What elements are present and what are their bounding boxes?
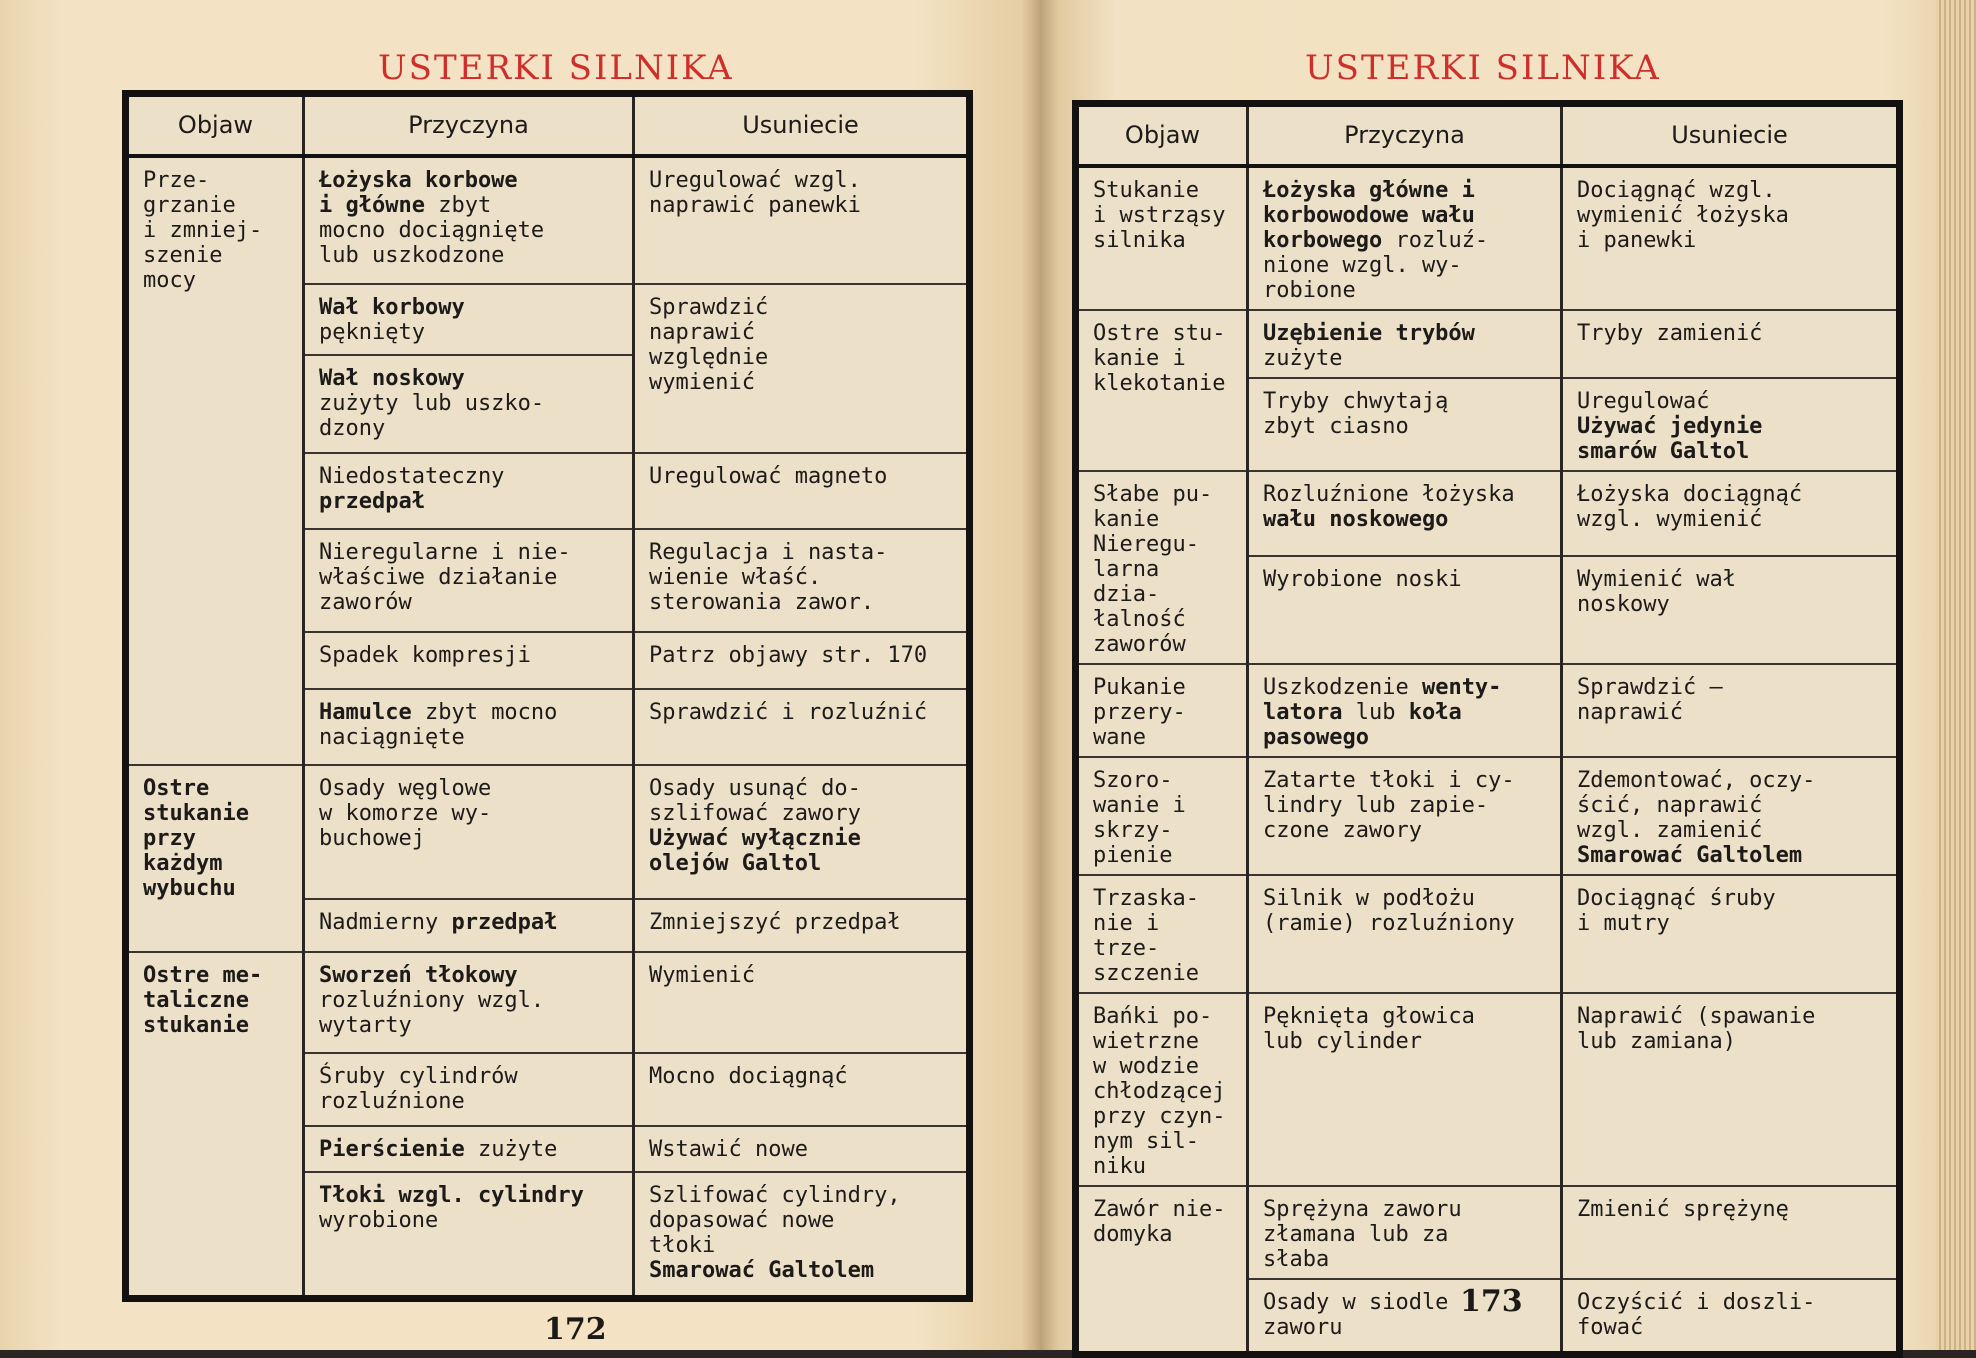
- symptom-cell: Ostre stu- kanie i klekotanie: [1076, 310, 1248, 471]
- symptom-bold: Ostre stukanie przy każdym wybuchu: [143, 775, 249, 901]
- cause-text: zużyte: [1263, 345, 1343, 371]
- page-number: 172: [544, 1312, 607, 1347]
- column-header-objaw: Objaw: [1076, 104, 1248, 166]
- symptom-bold: Ostre me- taliczne stukanie: [143, 962, 263, 1038]
- cause-cell: Osady węglowe w komorze wy- buchowej: [304, 765, 634, 900]
- symptom-cell: Prze- grzanie i zmniej- szenie mocy: [126, 156, 304, 765]
- cause-text: Rozluźnione łożyska: [1263, 481, 1515, 507]
- fix-cell: Sprawdzić i rozluźnić: [634, 689, 970, 765]
- symptom-cell: Pukanie przery- wane: [1076, 664, 1248, 757]
- symptom-cell: [126, 765, 304, 952]
- cause-cell: Zatarte tłoki i cy- lindry lub zapie- czone zawory: [1248, 757, 1562, 875]
- cause-bold: Tłoki wzgl. cylindry: [319, 1182, 584, 1208]
- cause-cell: Silnik w podłożu (ramie) rozluźniony: [1248, 875, 1562, 993]
- fix-cell: Łożyska dociągnąć wzgl. wymienić: [1562, 471, 1900, 557]
- cause-bold: wenty- latora: [1263, 674, 1502, 725]
- cause-text: Niedostateczny: [319, 464, 505, 490]
- cause-bold: Sworzeń tłokowy: [319, 962, 518, 988]
- cause-text: zużyte: [464, 1137, 558, 1163]
- cause-cell: [304, 453, 634, 529]
- cause-bold: przedpał: [451, 910, 558, 936]
- cause-bold: Wał korbowy: [319, 294, 465, 320]
- column-header-usuniecie: Usuniecie: [1562, 104, 1900, 166]
- cause-cell: [304, 1172, 634, 1299]
- table-row: [126, 952, 970, 1053]
- fix-cell: Zmienić sprężynę: [1562, 1186, 1900, 1279]
- cause-cell: [304, 952, 634, 1053]
- symptom-cell: Słabe pu- kanie Nieregu- larna dzia- łalność zaworów: [1076, 471, 1248, 664]
- cause-bold: wału noskowego: [1263, 506, 1449, 532]
- table-row: [1076, 993, 1900, 1186]
- fault-table-left: [122, 90, 973, 1302]
- fix-cell: Tryby zamienić: [1562, 310, 1900, 378]
- symptom-cell: Zawór nie- domyka: [1076, 1186, 1248, 1355]
- column-header-przyczyna: Przyczyna: [1248, 104, 1562, 166]
- fix-text: Uregulować: [1577, 388, 1710, 414]
- fix-bold: Smarować Galtolem: [1577, 842, 1803, 868]
- cause-bold: Łożyska korbowe i główne: [319, 167, 518, 218]
- symptom-cell: Szoro- wanie i skrzy- pienie: [1076, 757, 1248, 875]
- cause-text: zbyt mocno naciągnięte: [319, 699, 558, 750]
- fix-bold: Używać wyłącznie olejów Galtol: [649, 825, 861, 876]
- cause-cell: [304, 1126, 634, 1171]
- symptom-cell: [126, 952, 304, 1299]
- fix-text: Szlifować cylindry, dopasować nowe tłoki: [649, 1182, 901, 1258]
- symptom-cell: Stukanie i wstrząsy silnika: [1076, 166, 1248, 310]
- table-row: [1076, 1186, 1900, 1279]
- cause-bold: przedpał: [319, 489, 425, 515]
- fix-cell: Wymienić wał noskowy: [1562, 556, 1900, 664]
- fix-text: Zdemontować, oczy- ścić, naprawić wzgl. zamienić: [1577, 767, 1816, 843]
- fix-cell: Sprawdzić — naprawić: [1562, 664, 1900, 757]
- fix-cell: Patrz objawy str. 170: [634, 632, 970, 689]
- fix-cell: Uregulować wzgl. naprawić panewki: [634, 156, 970, 284]
- cause-text: zużyty lub uszko- dzony: [319, 391, 545, 442]
- fix-cell: Uregulować magneto: [634, 453, 970, 529]
- symptom-cell: Trzaska- nie i trze- szczenie: [1076, 875, 1248, 993]
- table-row: [126, 156, 970, 284]
- fault-table-right: [1072, 100, 1903, 1358]
- table-row: [1076, 471, 1900, 557]
- fix-cell: Regulacja i nasta- wienie właść. sterowania zawor.: [634, 529, 970, 632]
- cause-text: rozluź- nione wzgl. wy- robione: [1263, 227, 1489, 303]
- page-number: 173: [1460, 1284, 1523, 1319]
- cause-text: pęknięty: [319, 319, 425, 345]
- cause-text: lub: [1342, 699, 1409, 725]
- cause-text: Uszkodzenie: [1263, 674, 1422, 700]
- cause-cell: Wyrobione noski: [1248, 556, 1562, 664]
- fix-cell: [1562, 378, 1900, 471]
- page-header: USTERKI SILNIKA: [378, 48, 734, 88]
- cause-cell: [304, 284, 634, 356]
- cause-text: zbyt mocno dociągnięte lub uszkodzone: [319, 192, 545, 268]
- cause-text: rozluźniony wzgl. wytarty: [319, 987, 545, 1038]
- cause-cell: Śruby cylindrów rozluźnione: [304, 1053, 634, 1127]
- fix-cell: Mocno dociągnąć: [634, 1053, 970, 1127]
- fix-cell: Dociągnąć wzgl. wymienić łożyska i panewki: [1562, 166, 1900, 310]
- page-header: USTERKI SILNIKA: [1305, 48, 1661, 88]
- cause-text: Nadmierny: [319, 910, 452, 936]
- cause-cell: [304, 689, 634, 765]
- fix-cell: Sprawdzić naprawić względnie wymienić: [634, 284, 970, 453]
- cause-bold: koła pasowego: [1263, 699, 1462, 750]
- cause-cell: Tryby chwytają zbyt ciasno: [1248, 378, 1562, 471]
- cause-cell: [304, 156, 634, 284]
- column-header-usuniecie: Usuniecie: [634, 94, 970, 156]
- cause-cell: [304, 899, 634, 952]
- cause-cell: Osady w siodle zaworu: [1248, 1279, 1562, 1355]
- cause-bold: Wał noskowy: [319, 366, 465, 392]
- cause-cell: Spadek kompresji: [304, 632, 634, 689]
- fix-cell: [634, 1172, 970, 1299]
- cause-cell: [1248, 471, 1562, 557]
- cause-cell: Pęknięta głowica lub cylinder: [1248, 993, 1562, 1186]
- fix-cell: Wstawić nowe: [634, 1126, 970, 1171]
- cause-cell: [1248, 166, 1562, 310]
- symptom-cell: Bańki po- wietrzne w wodzie chłodzącej przy czyn- nym sil- niku: [1076, 993, 1248, 1186]
- cause-bold: Pierścienie: [319, 1137, 465, 1163]
- cause-cell: Nieregularne i nie- właściwe działanie zaworów: [304, 529, 634, 632]
- fix-cell: Dociągnąć śruby i mutry: [1562, 875, 1900, 993]
- fix-cell: [634, 765, 970, 900]
- fix-cell: Oczyścić i doszli- fować: [1562, 1279, 1900, 1355]
- column-header-objaw: Objaw: [126, 94, 304, 156]
- page-edges: [1936, 0, 1976, 1350]
- fix-bold: Używać jedynie smarów Galtol: [1577, 413, 1763, 464]
- right-page: [1040, 0, 1976, 1350]
- fix-text: Osady usunąć do- szlifować zawory: [649, 775, 861, 826]
- table-row: [1076, 166, 1900, 310]
- fix-cell: [1562, 757, 1900, 875]
- table-row: [1076, 875, 1900, 993]
- column-header-przyczyna: Przyczyna: [304, 94, 634, 156]
- cause-bold: Hamulce: [319, 699, 412, 725]
- cause-text: wyrobione: [319, 1207, 439, 1233]
- fix-bold: Smarować Galtolem: [649, 1257, 875, 1283]
- table-row: [126, 765, 970, 900]
- fix-cell: Wymienić: [634, 952, 970, 1053]
- cause-cell: Sprężyna zaworu złamana lub za słaba: [1248, 1186, 1562, 1279]
- cause-cell: [1248, 664, 1562, 757]
- table-row: [1076, 757, 1900, 875]
- cause-bold: Uzębienie trybów: [1263, 320, 1475, 346]
- cause-cell: [304, 355, 634, 453]
- table-row: [1076, 664, 1900, 757]
- cause-cell: [1248, 310, 1562, 378]
- cause-bold: Łożyska główne i korbowodowe wału korbowego: [1263, 177, 1475, 253]
- table-row: [1076, 310, 1900, 378]
- fix-cell: Naprawić (spawanie lub zamiana): [1562, 993, 1900, 1186]
- book-gutter: [1022, 0, 1058, 1350]
- fix-cell: Zmniejszyć przedpał: [634, 899, 970, 952]
